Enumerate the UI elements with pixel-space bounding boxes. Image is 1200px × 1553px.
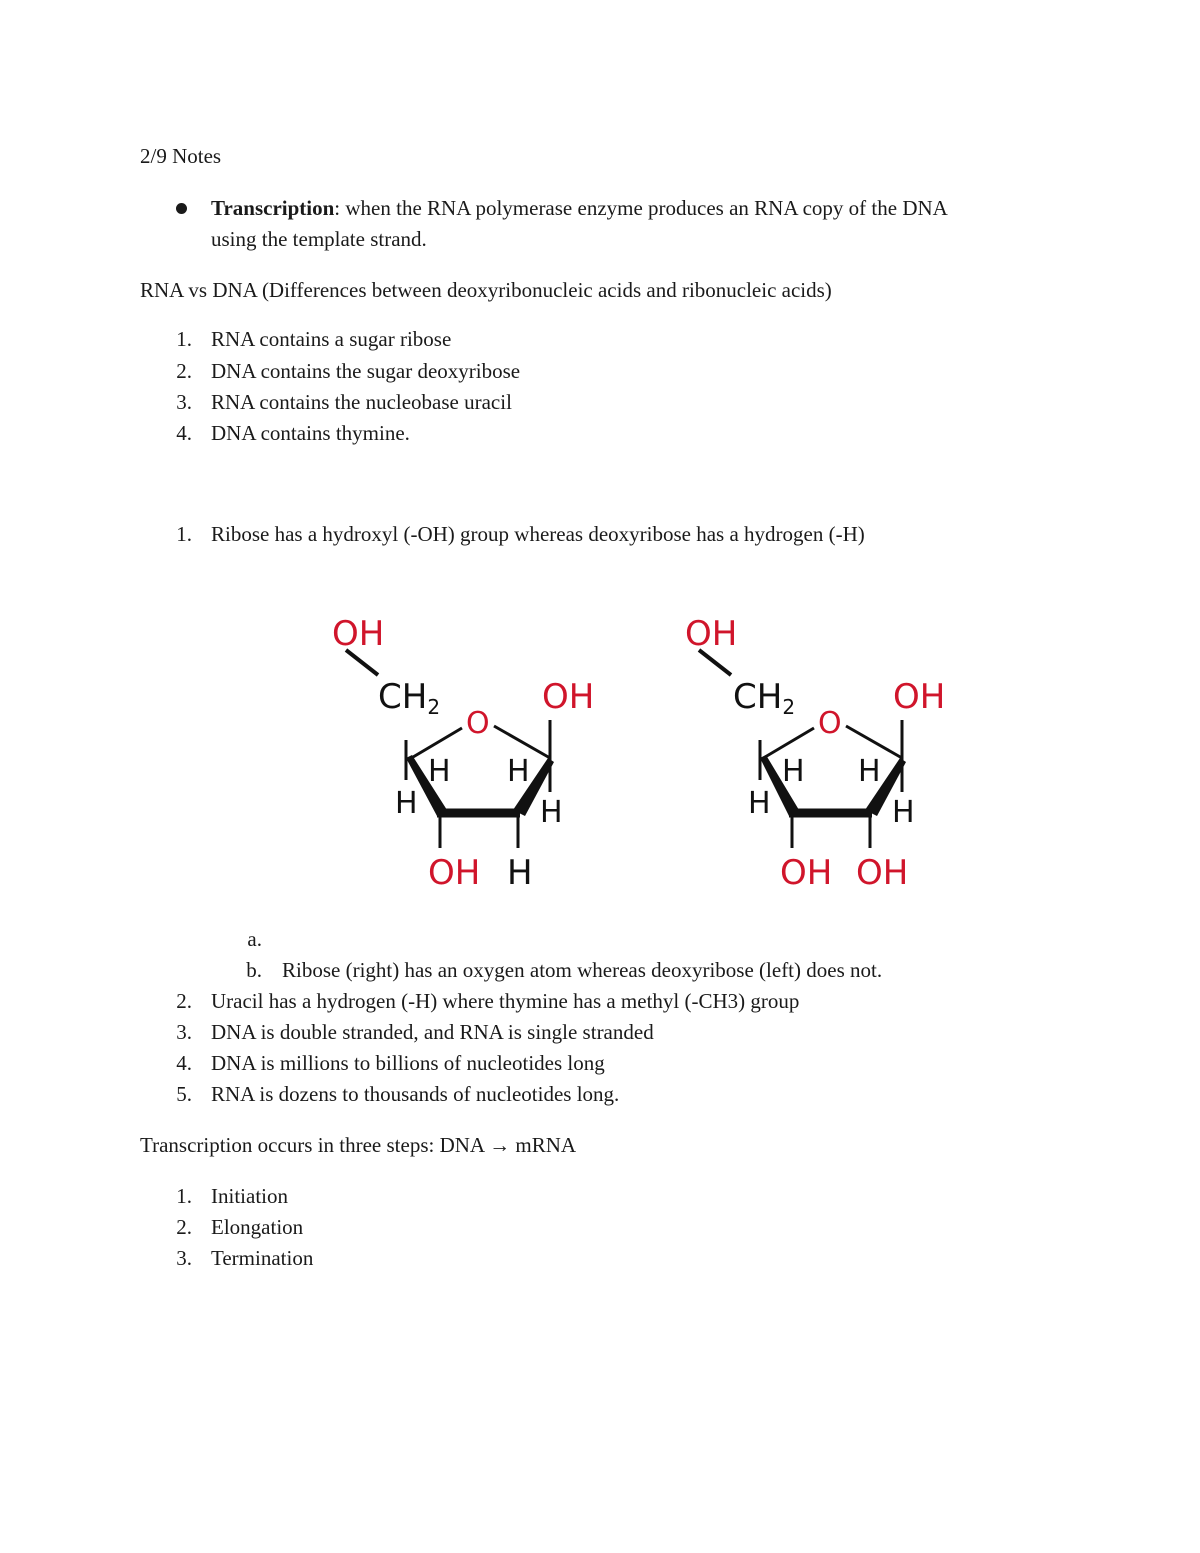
list-number: 2.	[176, 989, 192, 1013]
left-h-b: H	[507, 754, 530, 789]
steps-heading: Transcription occurs in three steps: DNA → mRNA	[140, 1133, 577, 1157]
list-item: Elongation	[211, 1215, 304, 1239]
right-h-a: H	[782, 754, 805, 789]
list-item: DNA is millions to billions of nucleotides long	[211, 1051, 605, 1075]
list-number: 4.	[176, 421, 192, 445]
list-number: 1.	[176, 522, 192, 546]
list-number: 2.	[176, 1215, 192, 1239]
list-number: 3.	[176, 390, 192, 414]
list-number: 3.	[176, 1246, 192, 1270]
left-bottom-oh: OH	[428, 853, 481, 890]
ribose-structure	[685, 614, 945, 890]
list-number: 2.	[176, 359, 192, 383]
definition-text: : when the RNA polymerase enzyme produces an RNA copy of the DNA	[334, 196, 948, 220]
sublist-letter: a.	[247, 927, 262, 951]
definition-term: Transcription	[211, 196, 335, 220]
right-ring-o: O	[818, 706, 842, 741]
list-item: RNA contains the nucleobase uracil	[211, 390, 512, 414]
list-item: DNA contains thymine.	[211, 421, 410, 445]
comparison-heading: RNA vs DNA (Differences between deoxyribonucleic acids and ribonucleic acids)	[140, 278, 832, 302]
sugar-structures-diagram	[0, 600, 1200, 890]
definition-line-2: using the template strand.	[211, 227, 427, 251]
deoxyribose-structure	[332, 614, 594, 890]
list-number: 1.	[176, 1184, 192, 1208]
left-top-oh: OH	[332, 614, 385, 654]
right-top-oh: OH	[685, 614, 738, 654]
left-ring-o: O	[466, 706, 490, 741]
sublist-letter: b.	[246, 958, 262, 982]
right-h-d: H	[892, 795, 915, 830]
list-number: 5.	[176, 1082, 192, 1106]
list-item: Initiation	[211, 1184, 288, 1208]
bullet-icon	[176, 203, 187, 214]
list-item: RNA contains a sugar ribose	[211, 327, 452, 351]
right-right-oh: OH	[893, 677, 946, 717]
right-bottom-left-oh: OH	[780, 853, 833, 890]
left-h-c: H	[395, 786, 418, 821]
list-item: Termination	[211, 1246, 314, 1270]
list-number: 3.	[176, 1020, 192, 1044]
left-bottom-h: H	[507, 853, 533, 890]
right-h-c: H	[748, 786, 771, 821]
list-number: 4.	[176, 1051, 192, 1075]
right-h-b: H	[858, 754, 881, 789]
list-item: Uracil has a hydrogen (-H) where thymine has a methyl (-CH3) group	[211, 989, 800, 1013]
list-item: DNA contains the sugar deoxyribose	[211, 359, 521, 383]
page-title: 2/9 Notes	[140, 144, 222, 168]
left-h-a: H	[428, 754, 451, 789]
list-item: Ribose has a hydroxyl (-OH) group whereas deoxyribose has a hydrogen (-H)	[211, 522, 865, 546]
definition-line-1	[211, 198, 948, 219]
left-ch2: CH2	[378, 677, 441, 719]
right-bottom-right-oh: OH	[856, 853, 909, 890]
sublist-item: Ribose (right) has an oxygen atom whereas deoxyribose (left) does not.	[282, 958, 883, 982]
left-h-d: H	[540, 795, 563, 830]
list-item: DNA is double stranded, and RNA is single stranded	[211, 1020, 654, 1044]
left-right-oh: OH	[542, 677, 595, 717]
list-number: 1.	[176, 327, 192, 351]
right-ch2: CH2	[733, 677, 796, 719]
list-item: RNA is dozens to thousands of nucleotides long.	[211, 1082, 620, 1106]
